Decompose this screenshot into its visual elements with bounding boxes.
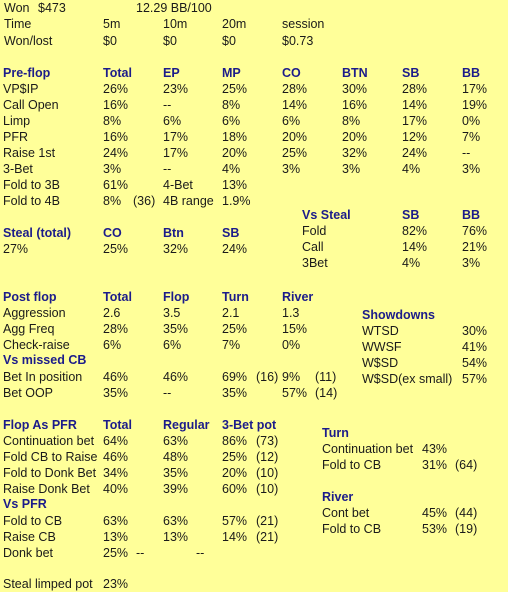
showdown-label: WTSD [362,324,399,338]
flop-pfr-cell: 46% [103,450,129,464]
vs-pfr-row-label: Raise CB [3,530,56,544]
vs-pfr-cell: -- [196,546,205,560]
flop-pfr-col-total: Total [103,418,132,432]
steal-col-co: CO [103,226,122,240]
preflop-cell: 24% [402,146,428,160]
turn-row-label: Continuation bet [322,442,414,456]
vs-pfr-cell: 14% [222,530,248,544]
vs-pfr-row-label: Donk bet [3,546,54,560]
preflop-cell: 16% [103,98,129,112]
four-bet-value: 13% [222,178,248,192]
preflop-col-total: Total [103,66,132,80]
preflop-cell: 14% [282,98,308,112]
missed-cb-count: (16) [256,370,279,384]
flop-pfr-col-3bet: 3-Bet pot [222,418,277,432]
missed-cb-row-label: Bet OOP [3,386,54,400]
preflop-row-label: 3-Bet [3,162,33,176]
vs-pfr-cell: 63% [163,514,189,528]
preflop-row-label: VP$IP [3,82,39,96]
preflop-cell: 30% [342,82,368,96]
four-bet-range-label: 4B range [163,194,214,208]
postflop-row-label: Check-raise [3,338,70,352]
preflop-cell: 17% [163,146,189,160]
postflop-row-label: Aggression [3,306,66,320]
vs-steal-cell: 21% [462,240,488,254]
turn-title: Turn [322,426,349,440]
preflop-cell: 17% [163,130,189,144]
preflop-row-label: Limp [3,114,31,128]
showdown-label: W$SD [362,356,399,370]
preflop-cell: -- [163,98,172,112]
postflop-title: Post flop [3,290,57,304]
showdown-value: 57% [462,372,488,386]
preflop-col-sb: SB [402,66,420,80]
river-value: 53% [422,522,448,536]
showdowns-title: Showdowns [362,308,435,322]
flop-pfr-cell: 60% [222,482,248,496]
missed-cb-cell: 46% [103,370,129,384]
steal-btn: 32% [163,242,189,256]
missed-cb-row-label: Bet In position [3,370,83,384]
postflop-cell: 6% [103,338,122,352]
vs-pfr-count: (21) [256,514,279,528]
steal-col-btn: Btn [163,226,184,240]
vs-pfr-cell: 57% [222,514,248,528]
wonlost-session: $0.73 [282,34,314,48]
preflop-cell: 3% [342,162,361,176]
preflop-cell: 6% [282,114,301,128]
vs-steal-col-bb: BB [462,208,481,222]
fold-to-3b-label: Fold to 3B [3,178,60,192]
postflop-cell: 28% [103,322,129,336]
vs-steal-row-label: Call [302,240,324,254]
flop-pfr-title: Flop As PFR [3,418,77,432]
flop-pfr-count: (10) [256,482,279,496]
preflop-cell: 20% [342,130,368,144]
postflop-col-flop: Flop [163,290,190,304]
preflop-cell: 28% [282,82,308,96]
vs-pfr-cell: 13% [163,530,189,544]
preflop-cell: 19% [462,98,488,112]
vs-steal-cell: 14% [402,240,428,254]
postflop-cell: 2.1 [222,306,240,320]
preflop-col-co: CO [282,66,301,80]
won-label: Won [4,1,30,15]
preflop-cell: 14% [402,98,428,112]
missed-cb-cell: -- [163,386,172,400]
missed-cb-title: Vs missed CB [3,353,87,367]
preflop-cell: 8% [342,114,361,128]
preflop-cell: 4% [402,162,421,176]
preflop-cell: 17% [402,114,428,128]
missed-cb-cell: 35% [103,386,129,400]
postflop-cell: 15% [282,322,308,336]
preflop-cell: 24% [103,146,129,160]
preflop-cell: 25% [222,82,248,96]
vs-pfr-cell: -- [136,546,145,560]
steal-title: Steal (total) [3,226,72,240]
flop-pfr-cell: 20% [222,466,248,480]
showdown-label: W$SD(ex small) [362,372,453,386]
preflop-row-label: Call Open [3,98,59,112]
preflop-cell: 6% [222,114,241,128]
vs-steal-row-label: 3Bet [302,256,328,270]
preflop-row-label: Raise 1st [3,146,56,160]
vs-pfr-row-label: Fold to CB [3,514,63,528]
river-count: (44) [455,506,478,520]
flop-pfr-count: (10) [256,466,279,480]
preflop-col-btn: BTN [342,66,368,80]
showdown-value: 54% [462,356,488,370]
vs-steal-title: Vs Steal [302,208,351,222]
vs-steal-row-label: Fold [302,224,327,238]
preflop-cell: 28% [402,82,428,96]
time-col-10m: 10m [163,17,188,31]
missed-cb-count: (11) [315,370,337,384]
river-row-label: Cont bet [322,506,370,520]
flop-pfr-cell: 34% [103,466,129,480]
vs-pfr-cell: 63% [103,514,129,528]
postflop-cell: 1.3 [282,306,300,320]
vs-pfr-title: Vs PFR [3,497,47,511]
time-col-20m: 20m [222,17,247,31]
preflop-col-ep: EP [163,66,180,80]
postflop-cell: 6% [163,338,182,352]
showdown-value: 30% [462,324,488,338]
turn-value: 43% [422,442,448,456]
flop-pfr-cell: 63% [163,434,189,448]
preflop-cell: 3% [103,162,122,176]
preflop-cell: 16% [103,130,129,144]
fold-to-4b-value: 8% [103,194,122,208]
vs-steal-col-sb: SB [402,208,420,222]
flop-pfr-cell: 40% [103,482,129,496]
postflop-cell: 25% [222,322,248,336]
steal-sb: 24% [222,242,248,256]
vs-pfr-count: (21) [256,530,279,544]
postflop-cell: 3.5 [163,306,181,320]
turn-row-label: Fold to CB [322,458,382,472]
turn-count: (64) [455,458,478,472]
preflop-cell: -- [163,162,172,176]
preflop-cell: 4% [222,162,241,176]
time-col-5m: 5m [103,17,121,31]
four-bet-label: 4-Bet [163,178,193,192]
flop-pfr-cell: 48% [163,450,189,464]
postflop-cell: 35% [163,322,189,336]
preflop-cell: 6% [163,114,182,128]
vs-pfr-cell: 13% [103,530,129,544]
fold-to-4b-count: (36) [133,194,156,208]
flop-pfr-count: (73) [256,434,279,448]
preflop-cell: 26% [103,82,129,96]
flop-pfr-cell: 25% [222,450,248,464]
time-col-session: session [282,17,325,31]
flop-pfr-row-label: Fold CB to Raise [3,450,98,464]
fold-to-3b-value: 61% [103,178,129,192]
preflop-row-label: PFR [3,130,28,144]
flop-pfr-row-label: Continuation bet [3,434,95,448]
time-label: Time [4,17,32,31]
missed-cb-cell: 9% [282,370,301,384]
wonlost-20m: $0 [222,34,236,48]
showdown-label: WWSF [362,340,402,354]
postflop-col-river: River [282,290,314,304]
wonlost-10m: $0 [163,34,177,48]
preflop-cell: -- [462,146,471,160]
turn-value: 31% [422,458,448,472]
preflop-cell: 20% [282,130,308,144]
preflop-cell: 8% [222,98,241,112]
river-count: (19) [455,522,478,536]
flop-pfr-cell: 39% [163,482,189,496]
vs-steal-cell: 4% [402,256,421,270]
preflop-cell: 17% [462,82,488,96]
flop-pfr-cell: 64% [103,434,129,448]
four-bet-range-value: 1.9% [222,194,251,208]
river-row-label: Fold to CB [322,522,382,536]
postflop-cell: 2.6 [103,306,121,320]
flop-pfr-cell: 86% [222,434,248,448]
postflop-col-turn: Turn [222,290,249,304]
vs-steal-cell: 82% [402,224,428,238]
postflop-row-label: Agg Freq [3,322,55,336]
showdown-value: 41% [462,340,488,354]
wonlost-5m: $0 [103,34,117,48]
flop-pfr-count: (12) [256,450,279,464]
river-title: River [322,490,354,504]
preflop-cell: 16% [342,98,368,112]
preflop-cell: 25% [282,146,308,160]
postflop-cell: 7% [222,338,241,352]
preflop-col-bb: BB [462,66,481,80]
bb-rate: 12.29 BB/100 [136,1,212,15]
preflop-cell: 18% [222,130,248,144]
preflop-cell: 12% [402,130,428,144]
missed-cb-count: (14) [315,386,338,400]
postflop-col-total: Total [103,290,132,304]
preflop-cell: 7% [462,130,481,144]
won-value: $473 [38,1,66,15]
steal-total: 27% [3,242,29,256]
preflop-cell: 8% [103,114,122,128]
vs-pfr-cell: 25% [103,546,129,560]
steal-co: 25% [103,242,129,256]
steal-col-sb: SB [222,226,240,240]
preflop-cell: 3% [282,162,301,176]
preflop-cell: 0% [462,114,481,128]
vs-steal-cell: 76% [462,224,488,238]
flop-pfr-row-label: Raise Donk Bet [3,482,90,496]
fold-to-4b-label: Fold to 4B [3,194,60,208]
steal-limped-label: Steal limped pot [3,577,93,591]
steal-limped-value: 23% [103,577,129,591]
missed-cb-cell: 46% [163,370,189,384]
wonlost-label: Won/lost [4,34,53,48]
preflop-title: Pre-flop [3,66,51,80]
preflop-cell: 23% [163,82,189,96]
flop-pfr-cell: 35% [163,466,189,480]
postflop-cell: 0% [282,338,301,352]
flop-pfr-row-label: Fold to Donk Bet [3,466,97,480]
preflop-cell: 32% [342,146,368,160]
flop-pfr-col-regular: Regular [163,418,210,432]
missed-cb-cell: 69% [222,370,248,384]
vs-steal-cell: 3% [462,256,481,270]
preflop-cell: 20% [222,146,248,160]
missed-cb-cell: 57% [282,386,308,400]
preflop-col-mp: MP [222,66,241,80]
preflop-cell: 3% [462,162,481,176]
river-value: 45% [422,506,448,520]
missed-cb-cell: 35% [222,386,248,400]
